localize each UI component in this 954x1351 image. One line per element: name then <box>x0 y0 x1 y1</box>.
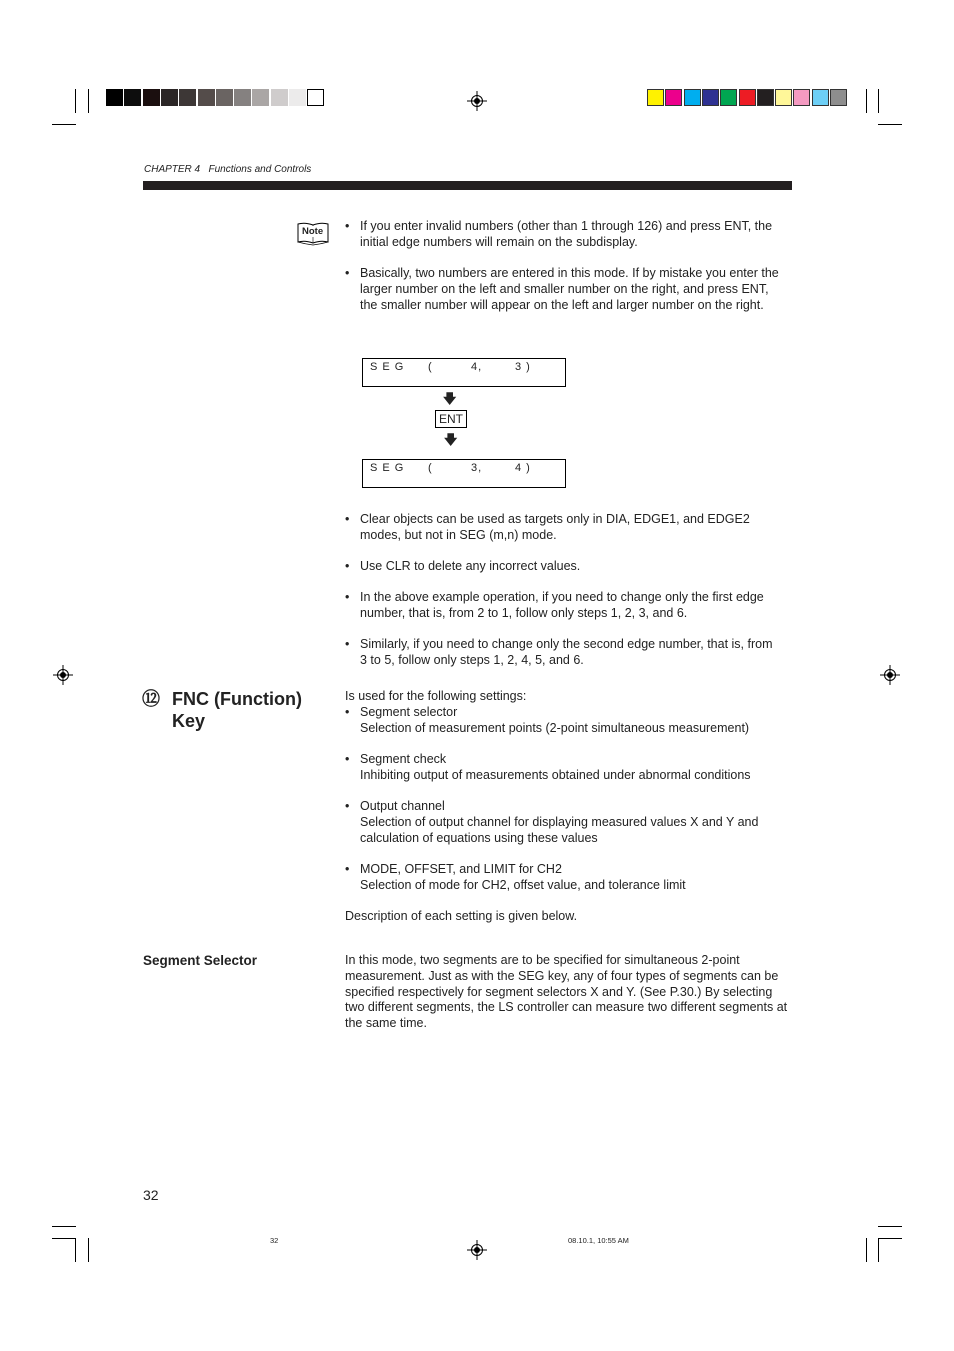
subdisplay-after: S E G ( 3, 4 ) <box>362 459 566 488</box>
subsection-heading: Segment Selector <box>143 953 258 968</box>
color-swatch <box>307 89 324 106</box>
color-swatch <box>665 89 682 106</box>
note-label: Note <box>302 226 324 237</box>
color-swatch <box>684 89 701 106</box>
color-swatch <box>179 89 196 106</box>
color-swatch <box>775 89 792 106</box>
segment-selector-body: In this mode, two segments are to be specified for simultaneous 2-point measurement. Just as with the SEG key, any of four types of segments can be specified respectively for segment selectors X and Y. (See P.30.) By selecting two different segments, the LS controller can measure two different segments at the same time. <box>345 953 788 1031</box>
fnc-outro: Description of each setting is given below. <box>345 909 578 923</box>
color-swatch <box>234 89 251 106</box>
color-swatch <box>106 89 123 106</box>
color-swatch <box>198 89 215 106</box>
footer-page: 32 <box>270 1236 279 1245</box>
color-swatch <box>702 89 719 106</box>
page-number: 32 <box>143 1187 159 1203</box>
footer-timestamp: 08.10.1, 10:55 AM <box>568 1236 629 1245</box>
color-swatch <box>161 89 178 106</box>
color-swatch <box>124 89 141 106</box>
color-swatch <box>830 89 847 106</box>
section-heading <box>142 688 302 732</box>
color-swatch <box>289 89 306 106</box>
fnc-intro: Is used for the following settings: <box>345 689 527 703</box>
item-desc: Selection of output channel for displaying measured values X and Y and calculation of equations using these values <box>360 814 759 845</box>
color-swatch <box>720 89 737 106</box>
registration-target-icon <box>467 91 487 111</box>
note-icon <box>297 222 327 244</box>
color-swatch <box>757 89 774 106</box>
item-title: Segment selector <box>360 705 458 719</box>
color-swatch <box>252 89 269 106</box>
item-desc: Selection of mode for CH2, offset value, and tolerance limit <box>360 877 686 892</box>
item-desc: Selection of measurement points (2-point simultaneous measurement) <box>360 720 750 735</box>
color-swatch <box>271 89 288 106</box>
section-label: Functions and Controls <box>208 164 312 175</box>
subdisplay-before: S E G ( 4, 3 ) <box>362 358 566 387</box>
registration-target-icon <box>53 665 73 685</box>
color-swatch <box>739 89 756 106</box>
color-swatch <box>143 89 160 106</box>
arrow-down-icon: 🡇 <box>444 432 458 447</box>
color-swatch <box>812 89 829 106</box>
heading-line-2: Key <box>172 711 206 731</box>
color-swatch <box>793 89 810 106</box>
registration-target-icon <box>880 665 900 685</box>
color-swatch <box>216 89 233 106</box>
item-title: Segment check <box>360 752 447 766</box>
item-title: MODE, OFFSET, and LIMIT for CH2 <box>360 862 562 876</box>
item-title: Output channel <box>360 799 445 813</box>
registration-target-icon <box>467 1240 487 1260</box>
heading-line-1: FNC (Function) <box>172 689 302 709</box>
section-number: ⑫ <box>142 689 160 709</box>
running-header <box>144 164 311 175</box>
arrow-down-icon: 🡇 <box>443 391 457 406</box>
item-desc: Inhibiting output of measurements obtained under abnormal conditions <box>360 767 751 782</box>
chapter-label: CHAPTER 4 <box>144 164 201 175</box>
color-swatch <box>647 89 664 106</box>
ent-key: ENT <box>435 410 467 428</box>
header-rule <box>143 181 792 190</box>
